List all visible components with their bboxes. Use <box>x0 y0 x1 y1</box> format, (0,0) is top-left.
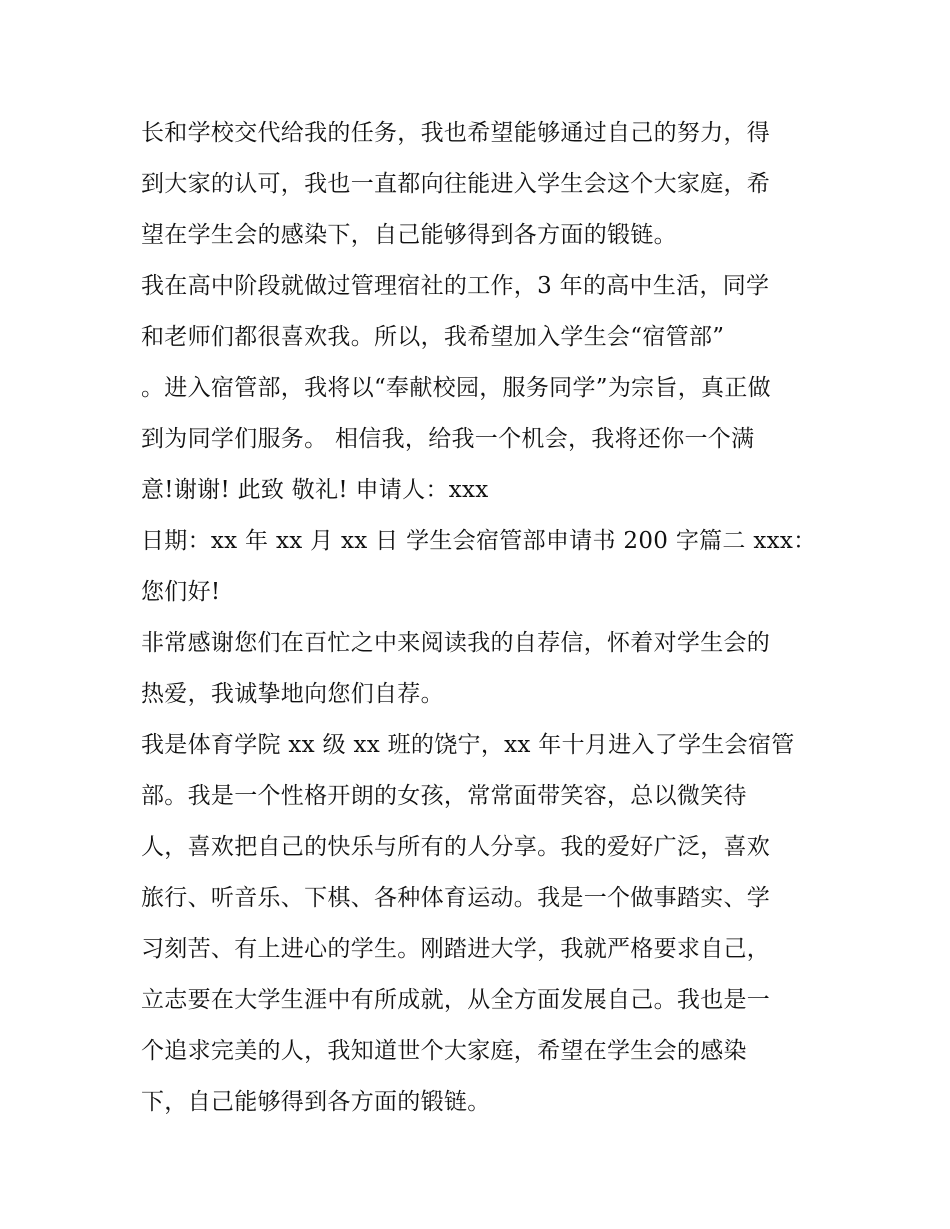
text-line: 下，自己能够得到各方面的锻链。 <box>141 1089 491 1115</box>
text-line: 热爱，我诚挚地向您们自荐。 <box>141 681 444 707</box>
text-line: 到为同学们服务。 相信我，给我一个机会，我将还你一个满 <box>141 426 755 452</box>
text-line: 部。我是一个性格开朗的女孩，常常面带笑容，总以微笑待 <box>141 783 747 809</box>
text-line: 意!谢谢! 此致 敬礼! 申请人：xxx <box>141 477 489 503</box>
text-line: 。进入宿管部，我将以“奉献校园，服务同学”为宗旨，真正做 <box>141 375 771 401</box>
text-line: 日期：xx 年 xx 月 xx 日 学生会宿管部申请书 200 字篇二 xxx： <box>141 528 817 554</box>
text-line: 立志要在大学生涯中有所成就，从全方面发展自己。我也是一 <box>141 987 771 1013</box>
text-line: 望在学生会的感染下，自己能够得到各方面的锻链。 <box>141 222 677 248</box>
text-line: 人，喜欢把自己的快乐与所有的人分享。我的爱好广泛，喜欢 <box>141 834 771 860</box>
text-line: 长和学校交代给我的任务，我也希望能够通过自己的努力，得 <box>141 120 771 146</box>
document-body <box>141 108 821 1128</box>
text-line: 我是体育学院 xx 级 xx 班的饶宁，xx 年十月进入了学生会宿管 <box>141 732 795 758</box>
text-line: 习刻苦、有上进心的学生。刚踏进大学，我就严格要求自己， <box>141 936 771 962</box>
text-line: 到大家的认可，我也一直都向往能进入学生会这个大家庭，希 <box>141 171 771 197</box>
text-line: 旅行、听音乐、下棋、各种体育运动。我是一个做事踏实、学 <box>141 885 771 911</box>
text-line: 您们好! <box>141 579 221 605</box>
text-line: 我在高中阶段就做过管理宿社的工作，3 年的高中生活，同学 <box>141 273 770 299</box>
text-line: 和老师们都很喜欢我。所以，我希望加入学生会“宿管部” <box>141 324 725 350</box>
text-line: 个追求完美的人，我知道世个大家庭，希望在学生会的感染 <box>141 1038 747 1064</box>
text-line: 非常感谢您们在百忙之中来阅读我的自荐信，怀着对学生会的 <box>141 630 771 656</box>
